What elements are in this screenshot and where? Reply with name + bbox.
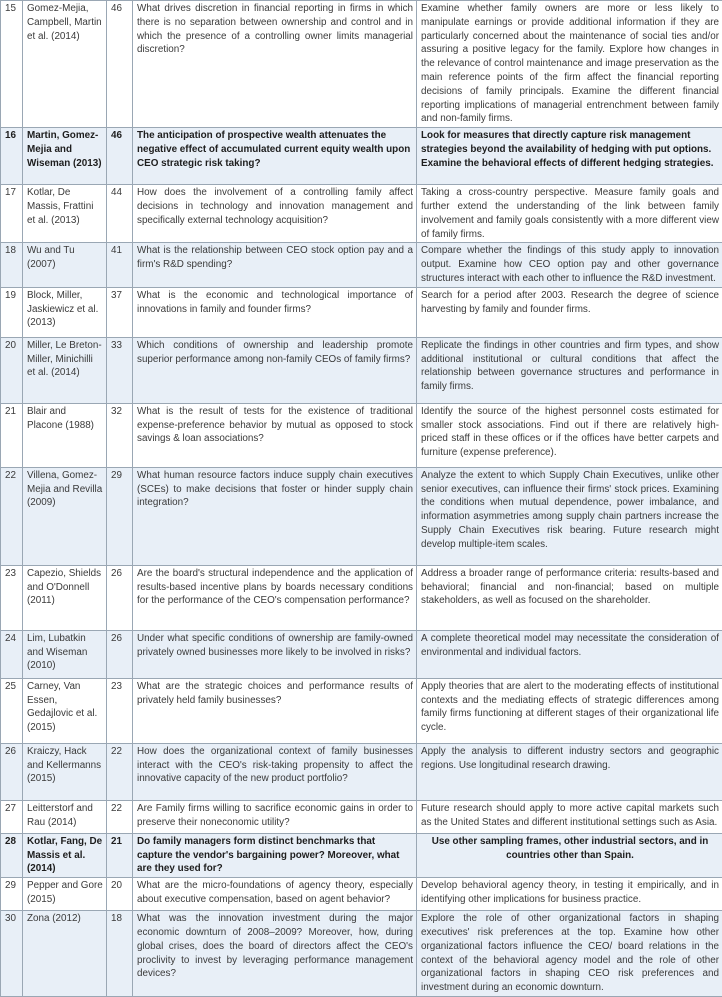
table-row: [1, 467, 722, 565]
future-research-cell: Look for measures that directly capture risk management strategies beyond the availability of hedging with put options. Examine the behavioral effects of different hedging strategies.: [417, 128, 722, 185]
future-research-cell: Future research should apply to more active capital markets such as the United States and different institutional settings such as Asia.: [417, 800, 722, 833]
citations-cell: 29: [107, 467, 133, 565]
authors-cell: Gomez-Mejia, Campbell, Martin et al. (2014): [23, 1, 107, 128]
citations-cell: 26: [107, 565, 133, 630]
citations-cell: 37: [107, 287, 133, 337]
research-question-cell: What are the micro-foundations of agency theory, especially about executive compensation, based on agent behavior?: [133, 878, 417, 911]
row-number: 24: [1, 630, 23, 678]
research-question-cell: What human resource factors induce supply chain executives (SCEs) to make decisions that foster or hinder supply chain integration?: [133, 467, 417, 565]
citations-cell: 44: [107, 185, 133, 243]
authors-cell: Kotlar, De Massis, Frattini et al. (2013): [23, 185, 107, 243]
row-number: 17: [1, 185, 23, 243]
row-number: 29: [1, 878, 23, 911]
citations-cell: 21: [107, 833, 133, 877]
research-question-cell: The anticipation of prospective wealth attenuates the negative effect of accumulated current equity wealth upon CEO strategic risk taking?: [133, 128, 417, 185]
research-question-cell: Do family managers form distinct benchmarks that capture the vendor's bargaining power? Moreover, what are they used for?: [133, 833, 417, 877]
row-number: 27: [1, 800, 23, 833]
authors-cell: Capezio, Shields and O'Donnell (2011): [23, 565, 107, 630]
authors-cell: Block, Miller, Jaskiewicz et al. (2013): [23, 287, 107, 337]
row-number: 28: [1, 833, 23, 877]
row-number: 15: [1, 1, 23, 128]
table-row: [1, 833, 722, 877]
citations-cell: 32: [107, 403, 133, 467]
research-question-cell: What is the result of tests for the existence of traditional expense-preference behavior by mutual as opposed to stock savings & loan associations?: [133, 403, 417, 467]
row-number: 26: [1, 743, 23, 800]
research-question-cell: What are the strategic choices and performance results of privately held family businesses?: [133, 678, 417, 743]
row-number: 19: [1, 287, 23, 337]
research-question-cell: What was the innovation investment during the major economic downturn of 2008–2009? Moreover, how, during global crises, does the board of directors affect the CEO's proclivity to invest by leveraging performance management devices?: [133, 911, 417, 997]
research-question-cell: How does the organizational context of family businesses interact with the CEO's risk-taking propensity to affect the innovative capacity of the new product portfolio?: [133, 743, 417, 800]
future-research-cell: Compare whether the findings of this study apply to innovation output. Examine how CEO option pay and other governance structures interact with each other to influence the R&D investment.: [417, 243, 722, 287]
authors-cell: Martin, Gomez-Mejia and Wiseman (2013): [23, 128, 107, 185]
research-question-cell: What drives discretion in financial reporting in firms in which there is no separation between ownership and control and in which the presence of a controlling owner limits managerial discretion?: [133, 1, 417, 128]
future-research-cell: Replicate the findings in other countries and firm types, and show additional institutional or cultural conditions that affect the relationship between governance structures and performance in family firms.: [417, 337, 722, 403]
future-research-cell: Search for a period after 2003. Research the degree of science harvesting by family and founder firms.: [417, 287, 722, 337]
row-number: 30: [1, 911, 23, 997]
research-question-cell: Which conditions of ownership and leadership promote superior performance among non-family CEOs of family firms?: [133, 337, 417, 403]
future-research-cell: Identify the source of the highest personnel costs estimated for smaller stock associations. Find out if there are relatively high-priced staff in these offices or if the offices have better carpets and furniture (expense preference).: [417, 403, 722, 467]
research-question-cell: What is the relationship between CEO stock option pay and a firm's R&D spending?: [133, 243, 417, 287]
research-question-cell: What is the economic and technological importance of innovations in family and founder firms?: [133, 287, 417, 337]
research-question-cell: Are the board's structural independence and the application of results-based incentive plans by boards necessary conditions for the performance of the CEO's compensation performance?: [133, 565, 417, 630]
table-row: [1, 287, 722, 337]
future-research-cell: A complete theoretical model may necessitate the consideration of environmental and individual factors.: [417, 630, 722, 678]
future-research-cell: Apply theories that are alert to the moderating effects of institutional contexts and the mediating effects of strategic differences among family firms functioning at different stages of their organizational life cycle.: [417, 678, 722, 743]
table-row: [1, 565, 722, 630]
future-research-cell: Explore the role of other organizational factors in shaping executives' risk preferences at the top. Examine how other organizational factors influence the CEO/ board relations in the context of the behavioral agency model and the role of other organizational factors in shaping CEO risk preferences and investment during an economic downturn.: [417, 911, 722, 997]
row-number: 18: [1, 243, 23, 287]
table-row: [1, 403, 722, 467]
authors-cell: Blair and Placone (1988): [23, 403, 107, 467]
future-research-cell: Taking a cross-country perspective. Measure family goals and further extend the understanding of the link between family involvement and family goals consistently with a more different view of family firms.: [417, 185, 722, 243]
table-row: [1, 678, 722, 743]
citations-cell: 26: [107, 630, 133, 678]
authors-cell: Zona (2012): [23, 911, 107, 997]
authors-cell: Leitterstorf and Rau (2014): [23, 800, 107, 833]
row-number: 25: [1, 678, 23, 743]
table-row: [1, 243, 722, 287]
authors-cell: Carney, Van Essen, Gedajlovic et al. (2015): [23, 678, 107, 743]
row-number: 23: [1, 565, 23, 630]
citations-cell: 22: [107, 743, 133, 800]
table-row: [1, 630, 722, 678]
research-question-cell: Under what specific conditions of ownership are family-owned privately owned businesses more likely to be involved in risks?: [133, 630, 417, 678]
citations-cell: 41: [107, 243, 133, 287]
citations-cell: 20: [107, 878, 133, 911]
authors-cell: Pepper and Gore (2015): [23, 878, 107, 911]
citations-cell: 46: [107, 1, 133, 128]
row-number: 20: [1, 337, 23, 403]
row-number: 21: [1, 403, 23, 467]
research-question-cell: Are Family firms willing to sacrifice economic gains in order to preserve their noneconomic utility?: [133, 800, 417, 833]
citations-cell: 22: [107, 800, 133, 833]
citations-cell: 46: [107, 128, 133, 185]
future-research-cell: Analyze the extent to which Supply Chain Executives, unlike other senior executives, can influence their firms' stock prices. Examining the conditions when mutual dependence, power imbalance, and information asymmetries among supply chain partners increase the Supply Chain Executives risk bearing. Future research might develop multiple-item scales.: [417, 467, 722, 565]
table-row: [1, 800, 722, 833]
authors-cell: Villena, Gomez-Mejia and Revilla (2009): [23, 467, 107, 565]
future-research-cell: Examine whether family owners are more or less likely to manipulate earnings or provide additional information if they are particularly concerned about the maintenance of social ties and/or assuring a positive legacy for the family. Explore how changes in the relevance of control maintenance and image preservation as the main reference points of the firm affect the financial reporting decisions of family principals. Examine the different financial reporting implications of managerial entrenchment between family and non-family firms.: [417, 1, 722, 128]
authors-cell: Kraiczy, Hack and Kellermanns (2015): [23, 743, 107, 800]
future-research-cell: Develop behavioral agency theory, in testing it empirically, and in identifying other implications for business practice.: [417, 878, 722, 911]
authors-cell: Wu and Tu (2007): [23, 243, 107, 287]
table-row: [1, 743, 722, 800]
citations-cell: 33: [107, 337, 133, 403]
row-number: 16: [1, 128, 23, 185]
table-row: [1, 1, 722, 128]
table-row: [1, 185, 722, 243]
citations-cell: 18: [107, 911, 133, 997]
citations-cell: 23: [107, 678, 133, 743]
research-question-cell: How does the involvement of a controlling family affect decisions in technology and innovation management and specifically external technology acquisition?: [133, 185, 417, 243]
table-row: [1, 878, 722, 911]
table-row: [1, 128, 722, 185]
table-row: [1, 911, 722, 997]
future-research-cell: Use other sampling frames, other industrial sectors, and in countries other than Spain.: [417, 833, 722, 877]
authors-cell: Kotlar, Fang, De Massis et al. (2014): [23, 833, 107, 877]
future-research-cell: Address a broader range of performance criteria: results-based and behavioral; financial and non-financial; based on multiple stakeholders, as well as focused on the shareholder.: [417, 565, 722, 630]
row-number: 22: [1, 467, 23, 565]
authors-cell: Lim, Lubatkin and Wiseman (2010): [23, 630, 107, 678]
authors-cell: Miller, Le Breton-Miller, Minichilli et al. (2014): [23, 337, 107, 403]
future-research-cell: Apply the analysis to different industry sectors and geographic regions. Use longitudinal research drawing.: [417, 743, 722, 800]
table-row: [1, 337, 722, 403]
